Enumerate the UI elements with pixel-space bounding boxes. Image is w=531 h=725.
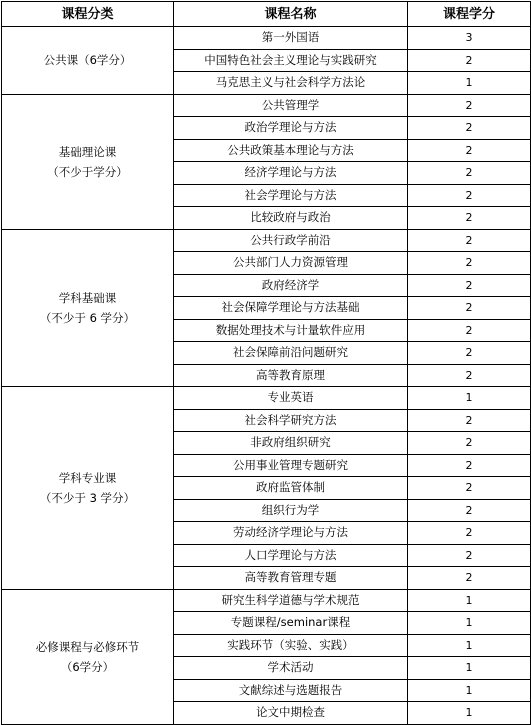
credit-cell: 2 xyxy=(408,567,531,590)
credit-cell: 2 xyxy=(408,139,531,162)
credit-cell: 2 xyxy=(408,364,531,387)
course-name-cell: 政府经济学 xyxy=(174,274,408,297)
course-name-cell: 公用事业管理专题研究 xyxy=(174,454,408,477)
credit-cell: 2 xyxy=(408,207,531,230)
credit-cell: 1 xyxy=(408,72,531,95)
credit-cell: 2 xyxy=(408,162,531,185)
credit-cell: 2 xyxy=(408,184,531,207)
course-name-cell: 高等教育管理专题 xyxy=(174,567,408,590)
course-name-cell: 人口学理论与方法 xyxy=(174,544,408,567)
course-name-cell: 专题课程/seminar课程 xyxy=(174,612,408,635)
course-name-cell: 政治学理论与方法 xyxy=(174,117,408,140)
header-category: 课程分类 xyxy=(2,2,174,27)
course-name-cell: 经济学理论与方法 xyxy=(174,162,408,185)
course-name-cell: 非政府组织研究 xyxy=(174,432,408,455)
credit-cell: 2 xyxy=(408,49,531,72)
credit-cell: 2 xyxy=(408,229,531,252)
header-course-name: 课程名称 xyxy=(174,2,408,27)
credit-cell: 1 xyxy=(408,612,531,635)
credit-cell: 2 xyxy=(408,477,531,500)
course-name-cell: 组织行为学 xyxy=(174,499,408,522)
credit-cell: 2 xyxy=(408,297,531,320)
category-cell xyxy=(2,387,174,590)
table-row xyxy=(2,94,531,117)
course-name-cell: 马克思主义与社会科学方法论 xyxy=(174,72,408,95)
course-name-cell: 社会保障学理论与方法基础 xyxy=(174,297,408,320)
credit-cell: 2 xyxy=(408,454,531,477)
category-cell xyxy=(2,589,174,724)
course-name-cell: 公共行政学前沿 xyxy=(174,229,408,252)
course-credit-table xyxy=(1,1,531,725)
table-body xyxy=(2,27,531,725)
category-cell xyxy=(2,229,174,387)
course-name-cell: 数据处理技术与计量软件应用 xyxy=(174,319,408,342)
category-label: 必修课程与必修环节 xyxy=(35,639,140,654)
credit-cell: 1 xyxy=(408,387,531,410)
table-header-row xyxy=(2,2,531,27)
category-label: 学科基础课 xyxy=(58,290,117,305)
category-cell xyxy=(2,94,174,229)
course-name-cell: 政府监管体制 xyxy=(174,477,408,500)
course-name-cell: 实践环节（实验、实践） xyxy=(174,634,408,657)
credit-cell: 2 xyxy=(408,252,531,275)
course-name-cell: 高等教育原理 xyxy=(174,364,408,387)
course-name-cell: 社会科学研究方法 xyxy=(174,409,408,432)
credit-cell: 2 xyxy=(408,409,531,432)
credit-cell: 1 xyxy=(408,657,531,680)
category-cell xyxy=(2,27,174,95)
credit-cell: 2 xyxy=(408,117,531,140)
credit-cell: 2 xyxy=(408,432,531,455)
course-name-cell: 专业英语 xyxy=(174,387,408,410)
course-name-cell: 学术活动 xyxy=(174,657,408,680)
course-name-cell: 劳动经济学理论与方法 xyxy=(174,522,408,545)
category-label: （不少于 6 学分） xyxy=(39,310,136,325)
course-name-cell: 社会学理论与方法 xyxy=(174,184,408,207)
credit-cell: 1 xyxy=(408,702,531,725)
course-name-cell: 社会保障前沿问题研究 xyxy=(174,342,408,365)
credit-cell: 1 xyxy=(408,589,531,612)
credit-cell: 2 xyxy=(408,544,531,567)
course-name-cell: 公共政策基本理论与方法 xyxy=(174,139,408,162)
course-name-cell: 中国特色社会主义理论与实践研究 xyxy=(174,49,408,72)
course-name-cell: 研究生科学道德与学术规范 xyxy=(174,589,408,612)
course-name-cell: 第一外国语 xyxy=(174,27,408,50)
table-row xyxy=(2,589,531,612)
credit-cell: 2 xyxy=(408,319,531,342)
credit-cell: 2 xyxy=(408,94,531,117)
course-name-cell: 文献综述与选题报告 xyxy=(174,679,408,702)
credit-cell: 1 xyxy=(408,679,531,702)
credit-cell: 1 xyxy=(408,634,531,657)
course-name-cell: 公共部门人力资源管理 xyxy=(174,252,408,275)
credit-cell: 2 xyxy=(408,522,531,545)
table-row xyxy=(2,229,531,252)
course-name-cell: 论文中期检查 xyxy=(174,702,408,725)
course-name-cell: 公共管理学 xyxy=(174,94,408,117)
credit-cell: 2 xyxy=(408,499,531,522)
course-name-cell: 比较政府与政治 xyxy=(174,207,408,230)
table-row xyxy=(2,27,531,50)
credit-cell: 2 xyxy=(408,274,531,297)
category-label: （不少于学分） xyxy=(47,164,128,179)
category-label: （不少于 3 学分） xyxy=(39,490,136,505)
category-label: 基础理论课 xyxy=(58,144,117,159)
table-row xyxy=(2,387,531,410)
credit-cell: 2 xyxy=(408,342,531,365)
category-label: （6学分） xyxy=(60,659,115,674)
category-label: 学科专业课 xyxy=(58,470,117,485)
credit-cell: 3 xyxy=(408,27,531,50)
category-label: 公共课（6学分） xyxy=(43,53,132,68)
header-credits: 课程学分 xyxy=(408,2,531,27)
